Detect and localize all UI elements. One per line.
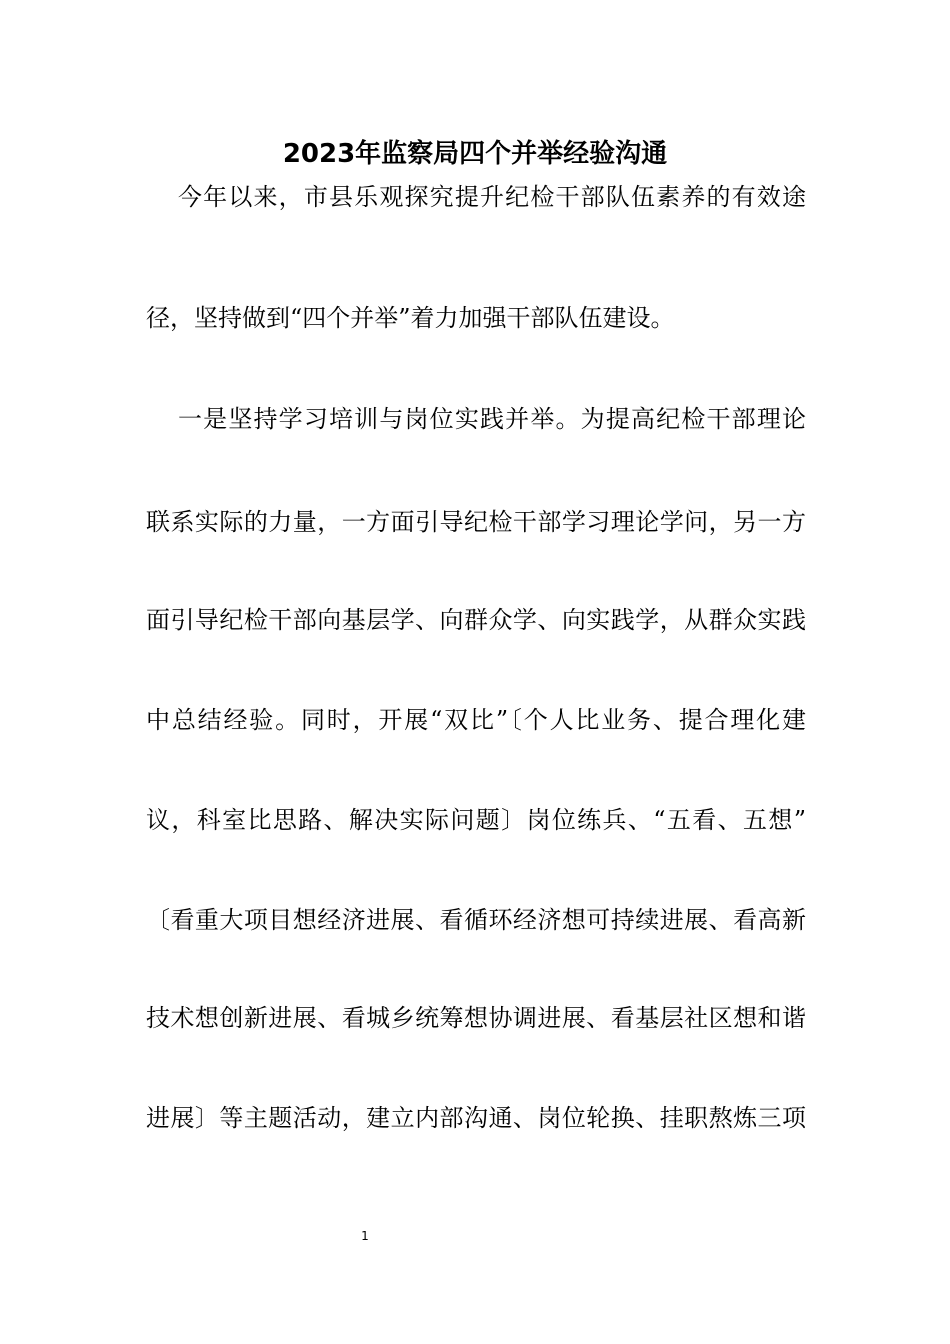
page-number: 1 (361, 1229, 369, 1243)
paragraph-line: 议，科室比思路、解决实际问题〕岗位练兵、“五看、五想” (146, 806, 806, 834)
paragraph-line: 径，坚持做到“四个并举”着力加强干部队伍建设。 (146, 304, 675, 332)
paragraph-line: 联系实际的力量，一方面引导纪检干部学习理论学问，另一方 (146, 508, 806, 536)
paragraph-line: 技术想创新进展、看城乡统筹想协调进展、看基层社区想和谐 (146, 1004, 806, 1032)
paragraph-line: 面引导纪检干部向基层学、向群众学、向实践学，从群众实践 (146, 606, 806, 634)
document-title: 2023年监察局四个并举经验沟通 (282, 139, 668, 169)
paragraph-line: 〔看重大项目想经济进展、看循环经济想可持续进展、看高新 (146, 906, 806, 934)
paragraph-line: 中总结经验。同时，开展“双比”〔个人比业务、提合理化建 (146, 706, 806, 734)
paragraph-line: 一是坚持学习培训与岗位实践并举。为提高纪检干部理论 (178, 405, 806, 433)
paragraph-line: 今年以来，市县乐观探究提升纪检干部队伍素养的有效途 (178, 183, 806, 211)
paragraph-line: 进展〕等主题活动，建立内部沟通、岗位轮换、挂职熬炼三项 (146, 1104, 806, 1132)
